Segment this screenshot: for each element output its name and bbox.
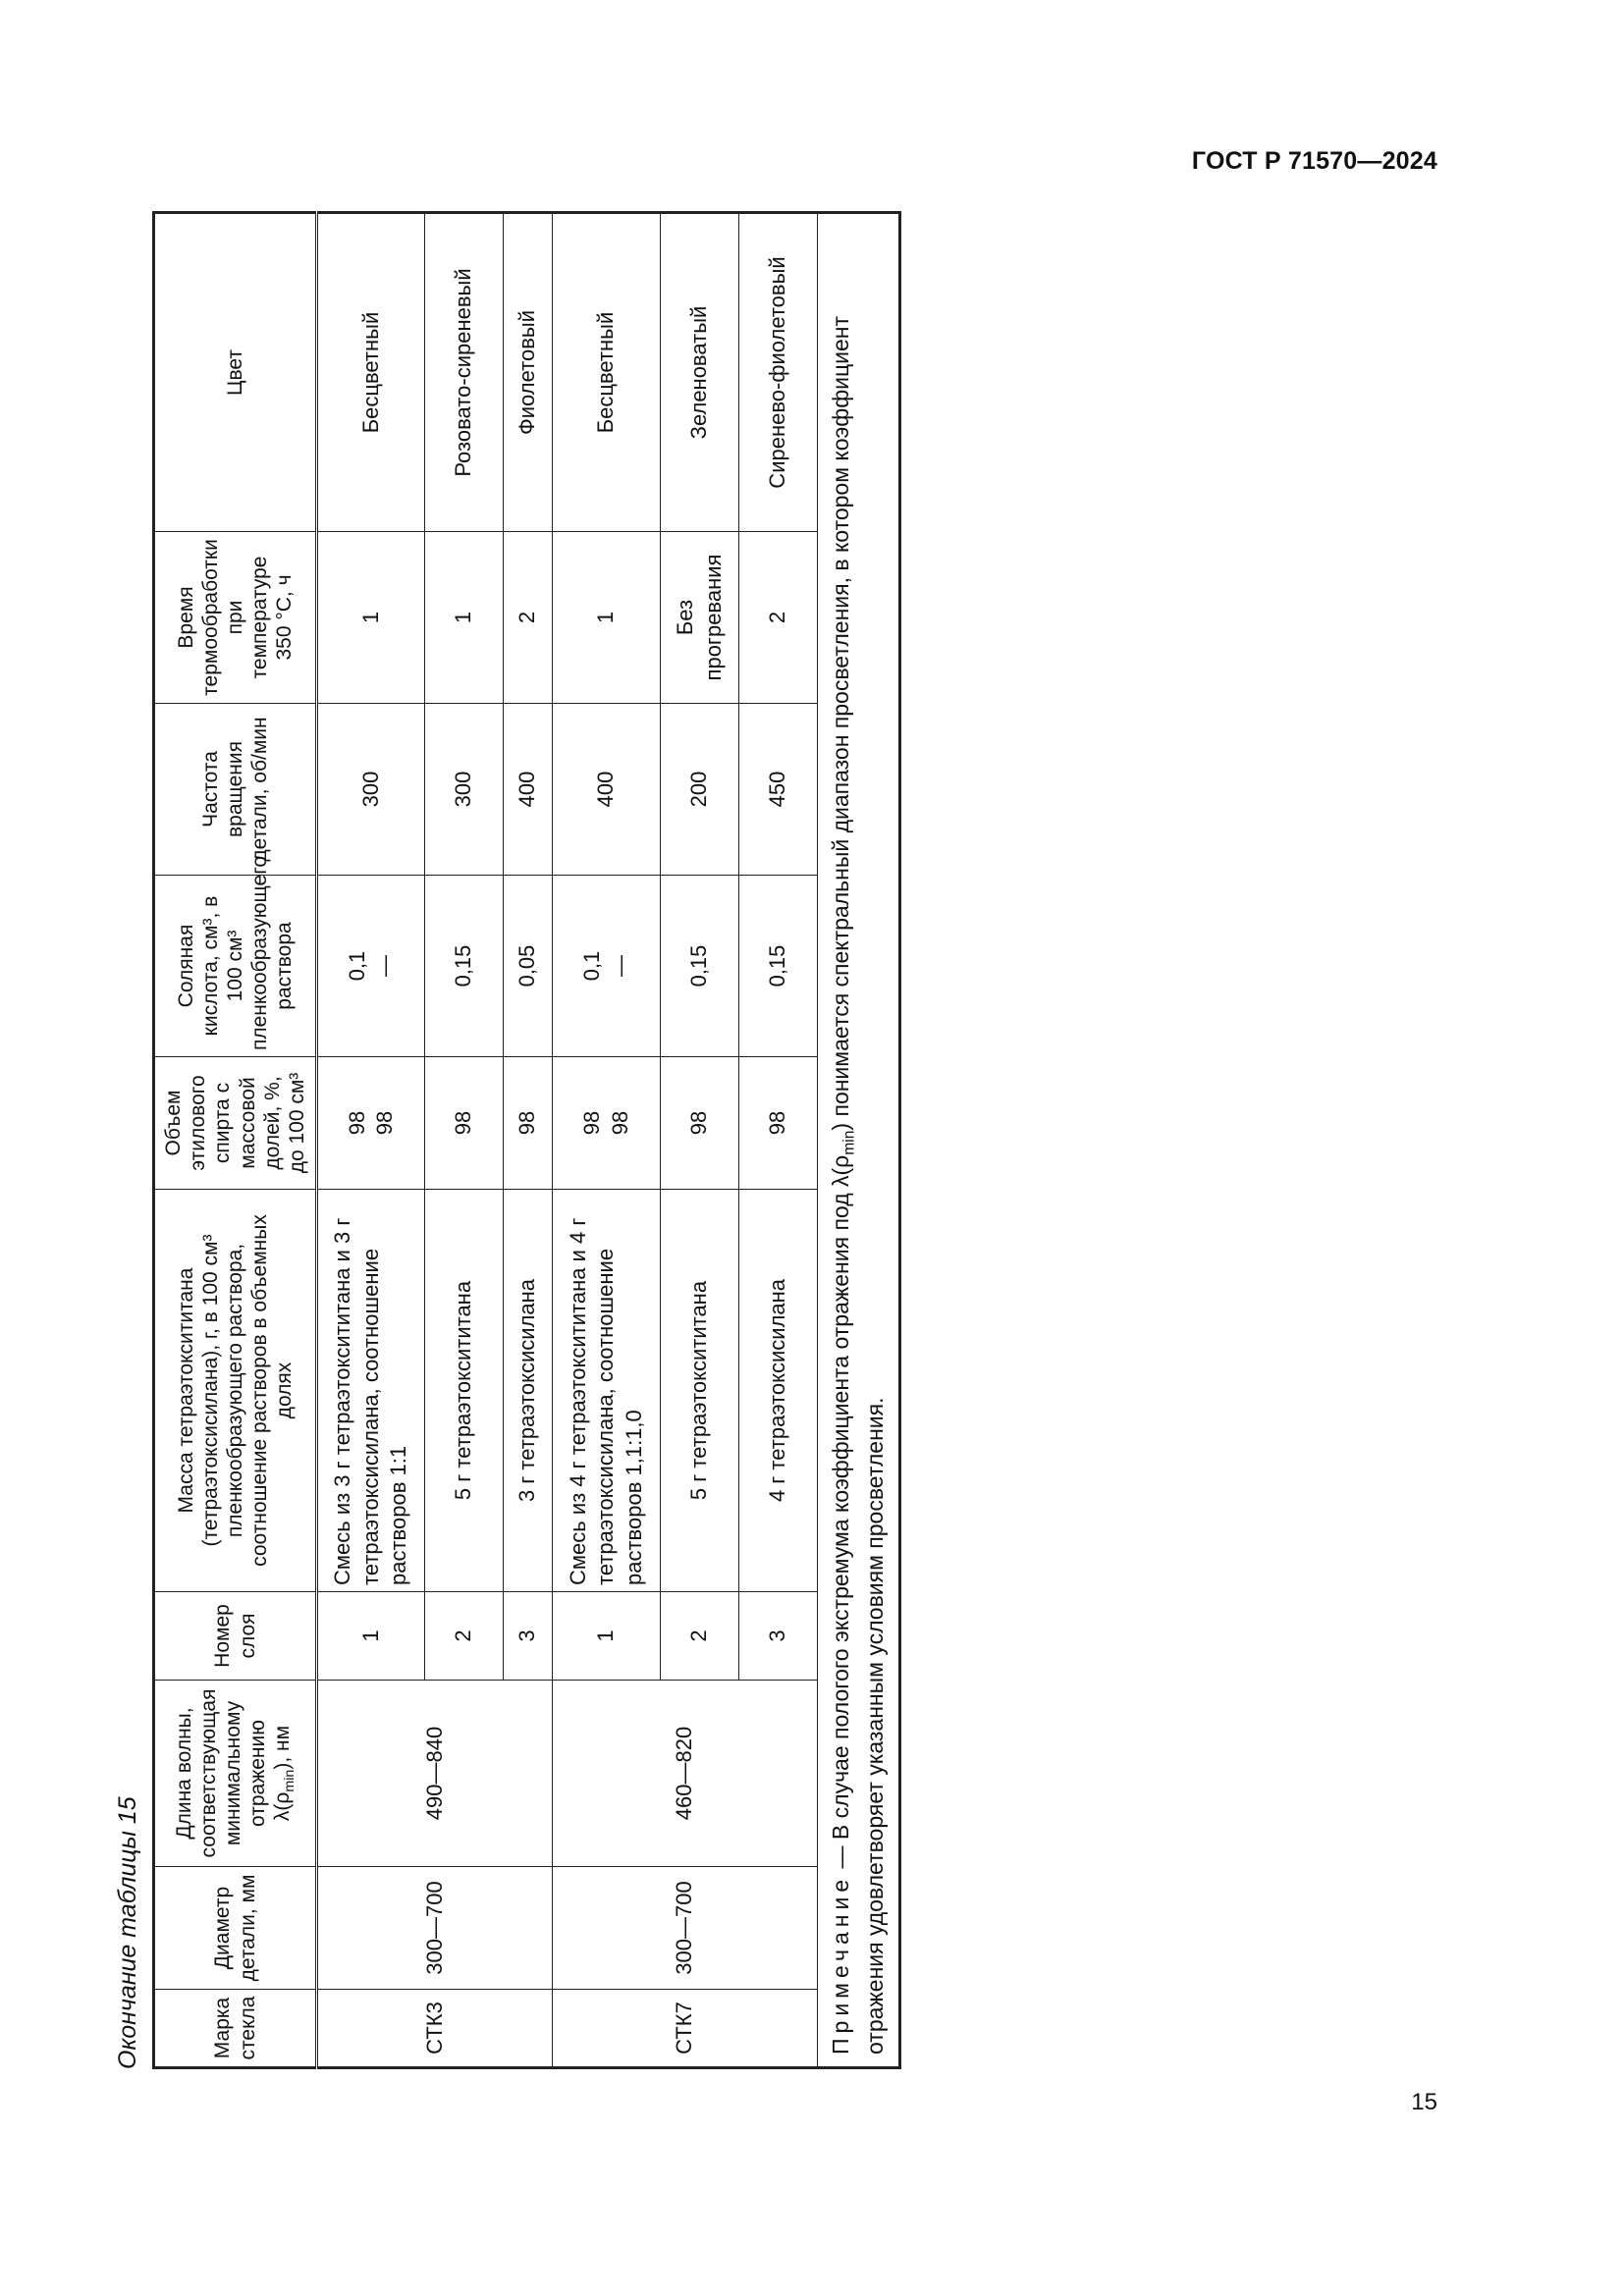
data-table <box>152 211 901 2069</box>
wavelength-cell: 490—840 <box>317 1681 553 1867</box>
ethanol-cell: 98 <box>504 1057 553 1190</box>
table-note: Примечание — В случае пологого экстремума коэффициента отражения под $\lambda(\rho_{min})$ понимается спектральный диапазон просветления, в котором коэффициент отражения удовлетворяет указанным условиям просветления. <box>818 213 900 2068</box>
speed-cell: 400 <box>504 704 553 876</box>
color-cell: Фиолетовый <box>504 213 553 532</box>
col-header-wavelength: Длина волны, соответствующая минимальному отражению $\lambda(\rho_{min})$, нм <box>154 1681 317 1867</box>
table-header-row <box>154 213 317 2068</box>
rotated-table-block <box>108 224 923 2069</box>
brand-cell: СТК7 <box>553 1990 818 2068</box>
col-header-brand: Марка стекла <box>154 1990 317 2068</box>
hcl-cell: 0,15 <box>739 876 818 1057</box>
page-number: 15 <box>1411 2089 1437 2115</box>
brand-cell: СТК3 <box>317 1990 553 2068</box>
layer-cell: 2 <box>661 1592 739 1681</box>
ethanol-cell: 98 98 <box>317 1057 425 1190</box>
diameter-cell: 300—700 <box>553 1867 818 1990</box>
layer-cell: 1 <box>553 1592 661 1681</box>
time-cell: 2 <box>504 532 553 704</box>
ethanol-cell: 98 98 <box>553 1057 661 1190</box>
wavelength-cell: 460—820 <box>553 1681 818 1867</box>
hcl-cell: 0,15 <box>425 876 504 1057</box>
hcl-cell: 0,1 — <box>553 876 661 1057</box>
ethanol-cell: 98 <box>425 1057 504 1190</box>
table-row <box>317 213 425 2068</box>
speed-cell: 200 <box>661 704 739 876</box>
col-header-speed: Частота вращения детали, об/мин <box>154 704 317 876</box>
speed-cell: 450 <box>739 704 818 876</box>
color-cell: Бесцветный <box>553 213 661 532</box>
ethanol-cell: 98 <box>661 1057 739 1190</box>
layer-cell: 3 <box>504 1592 553 1681</box>
ethanol-cell: 98 <box>739 1057 818 1190</box>
layer-cell: 3 <box>739 1592 818 1681</box>
col-header-layer: Номер слоя <box>154 1592 317 1681</box>
diameter-cell: 300—700 <box>317 1867 553 1990</box>
hcl-cell: 0,1 — <box>317 876 425 1057</box>
speed-cell: 300 <box>317 704 425 876</box>
layer-cell: 1 <box>317 1592 425 1681</box>
time-cell: 2 <box>739 532 818 704</box>
col-header-time: Время термообработки при температуре 350 °С, ч <box>154 532 317 704</box>
time-cell: 1 <box>553 532 661 704</box>
mass-cell: 4 г тетраэтоксисилана <box>739 1190 818 1592</box>
mass-cell: 5 г тетраэтоксититана <box>661 1190 739 1592</box>
table-caption: Окончание таблицы 15 <box>114 1796 141 2069</box>
col-header-color: Цвет <box>154 213 317 532</box>
document-code: ГОСТ Р 71570—2024 <box>1191 147 1437 175</box>
mass-cell: 5 г тетраэтоксититана <box>425 1190 504 1592</box>
hcl-cell: 0,05 <box>504 876 553 1057</box>
color-cell: Бесцветный <box>317 213 425 532</box>
speed-cell: 400 <box>553 704 661 876</box>
table-row <box>553 213 661 2068</box>
color-cell: Сиренево-фиолетовый <box>739 213 818 532</box>
time-cell: 1 <box>425 532 504 704</box>
mass-cell: 3 г тетраэтоксисилана <box>504 1190 553 1592</box>
layer-cell: 2 <box>425 1592 504 1681</box>
col-header-ethanol: Объем этилового спирта с массовой долей, %, до 100 см³ <box>154 1057 317 1190</box>
col-header-diameter: Диаметр детали, мм <box>154 1867 317 1990</box>
col-header-hcl: Соляная кислота, см³, в 100 см³ пленкообразующего раствора <box>154 876 317 1057</box>
time-cell: Без прогревания <box>661 532 739 704</box>
time-cell: 1 <box>317 532 425 704</box>
col-header-mass: Масса тетраэтоксититана (тетраэтоксисилана), г, в 100 см³ пленкообразующего раствора, соотношение растворов в объемных долях <box>154 1190 317 1592</box>
table-note-row <box>818 213 900 2068</box>
speed-cell: 300 <box>425 704 504 876</box>
mass-cell: Смесь из 4 г тетраэтоксититана и 4 г тетраэтоксисилана, соотношение растворов 1,1:1,0 <box>553 1190 661 1592</box>
color-cell: Зеленоватый <box>661 213 739 532</box>
color-cell: Розовато-сиреневый <box>425 213 504 532</box>
hcl-cell: 0,15 <box>661 876 739 1057</box>
mass-cell: Смесь из 3 г тетраэтоксититана и 3 г тетраэтоксисилана, соотношение растворов 1:1 <box>317 1190 425 1592</box>
